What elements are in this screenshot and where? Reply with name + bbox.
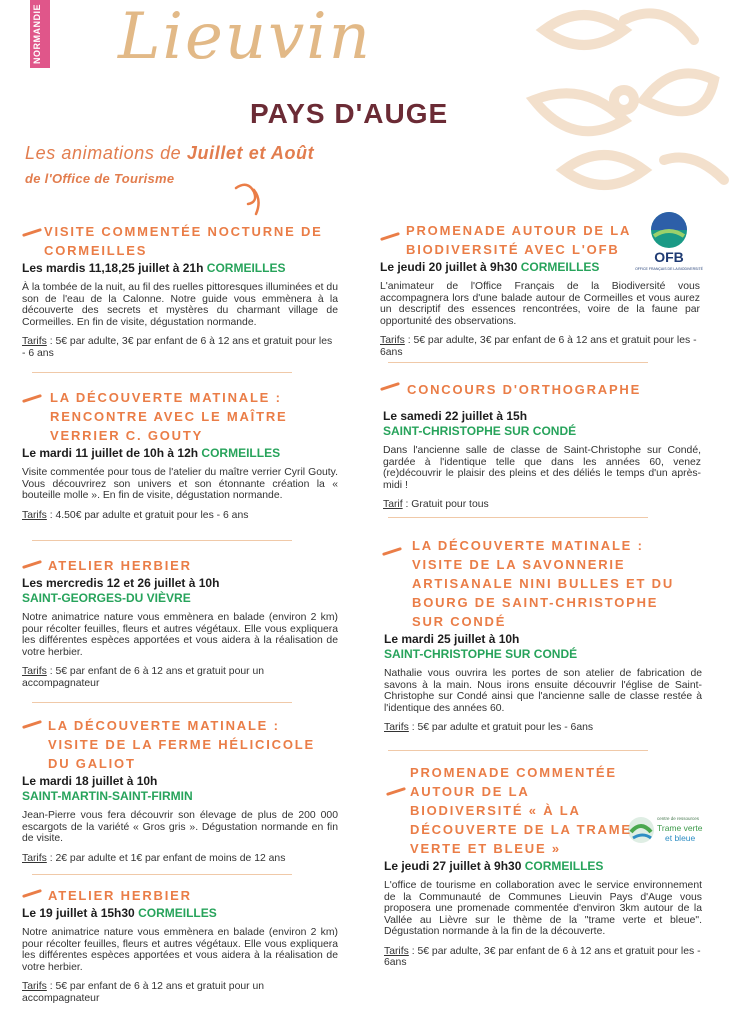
ofb-text: OFB: [654, 249, 684, 265]
normandie-badge: NORMANDIE: [30, 0, 50, 68]
event-description: L'office de tourisme en collaboration avec le service environnement de la Communauté de Communes Lieuvin Pays d'Auge vous proposera une promenade commentée d'environ 3km autour de la Vallée au Lièvre sur le thème de la "trame verte et bleue". Dégustation normande à la fin de la découverte.: [384, 880, 702, 937]
divider: [32, 540, 292, 541]
region-title: PAYS D'AUGE: [250, 98, 449, 129]
event-card: [22, 222, 338, 359]
event-card: [383, 380, 701, 511]
event-card: [22, 556, 338, 689]
lieuvin-logo: Lieuvin: [118, 0, 372, 74]
event-tarif: Tarifs : 5€ par enfant de 6 à 12 ans et gratuit pour un accompagnateur: [22, 981, 265, 1004]
divider: [388, 750, 648, 751]
event-description: Dans l'ancienne salle de classe de Saint-Christophe sur Condé, gardée à l'identique telle que dans les années 60, venez (re)découvrir le plaisir des pleins et des déliés le temps d'un après-midi !: [383, 445, 701, 491]
event-title: LA DÉCOUVERTE MATINALE : RENCONTRE AVEC LE MAÎTRE VERRIER C. GOUTY: [50, 390, 288, 443]
divider: [388, 362, 648, 363]
event-title: LA DÉCOUVERTE MATINALE : VISITE DE LA FERME HÉLICICOLE DU GALIOT: [48, 718, 315, 771]
event-tarif: Tarifs : 4.50€ par adulte et gratuit pour les - 6 ans: [22, 509, 249, 521]
event-card: [384, 763, 702, 969]
event-date: Le mardi 11 juillet de 10h à 12h CORMEILLES: [22, 446, 281, 460]
event-date: Le mardi 18 juillet à 10h SAINT-MARTIN-SAINT-FIRMIN: [22, 774, 193, 803]
divider: [32, 372, 292, 373]
event-description: Visite commentée pour tous de l'atelier du maître verrier Cyril Gouty. Vous découvrirez son univers et son étonnante création la « bouteille molle ». En fin de visite, dégustation normande.: [22, 467, 338, 501]
event-title: ATELIER HERBIER: [48, 558, 192, 573]
event-date: Le 19 juillet à 15h30 CORMEILLES: [22, 906, 217, 920]
subtitle: Les animations de Juillet et Août: [25, 143, 315, 163]
event-description: L'animateur de l'Office Français de la Biodiversité vous accompagnera lors d'une balade autour de Cormeilles et vous aurez un descriptif des essences rencontrées, voire de la faune par opportunité des observations.: [380, 281, 700, 327]
tvb-line2: Trame verte: [657, 823, 703, 833]
ofb-caption: OFFICE FRANÇAIS DE LA BIODIVERSITÉ: [635, 267, 703, 271]
divider: [388, 517, 648, 518]
event-date: Le jeudi 27 juillet à 9h30 CORMEILLES: [384, 859, 604, 873]
event-card: [380, 221, 700, 358]
event-date: Le samedi 22 juillet à 15h SAINT-CHRISTOPHE SUR CONDÉ: [383, 409, 577, 438]
divider: [32, 702, 292, 703]
swirl-icon: [232, 178, 272, 218]
event-title: PROMENADE COMMENTÉE AUTOUR DE LA BIODIVERSITÉ « À LA DÉCOUVERTE DE LA TRAME VERTE ET BLEUE »: [410, 765, 632, 856]
event-title: VISITE COMMENTÉE NOCTURNE DE CORMEILLES: [44, 224, 323, 258]
tvb-line1: centre de ressources: [657, 816, 700, 821]
event-card: [384, 536, 702, 734]
event-title: CONCOURS D'ORTHOGRAPHE: [407, 382, 642, 397]
event-tarif: Tarifs : 5€ par adulte, 3€ par enfant de 6 à 12 ans et gratuit pour les - 6 ans: [22, 336, 333, 359]
event-date: Le jeudi 20 juillet à 9h30 CORMEILLES: [380, 260, 600, 274]
event-title: PROMENADE AUTOUR DE LA BIODIVERSITÉ AVEC L'OFB: [406, 223, 631, 257]
event-card: [22, 388, 338, 521]
event-title: ATELIER HERBIER: [48, 888, 192, 903]
event-tarif: Tarifs : 5€ par enfant de 6 à 12 ans et gratuit pour un accompagnateur: [22, 666, 265, 689]
event-tarif: Tarifs : 5€ par adulte et gratuit pour les - 6ans: [384, 722, 594, 733]
event-description: Notre animatrice nature vous emmènera en balade (environ 2 km) pour récolter feuilles, fleurs et autres végétaux. Elle vous expliquera les différentes espèces apportées et vous aidera à la réalisation de votre herbier.: [22, 927, 338, 973]
subtitle-line2: de l'Office de Tourisme: [25, 171, 175, 186]
event-date: Les mardis 11,18,25 juillet à 21h CORMEILLES: [22, 261, 286, 275]
event-tarif: Tarifs : 5€ par adulte, 3€ par enfant de 6 à 12 ans et gratuit pour les - 6ans: [380, 335, 697, 358]
event-date: Le mardi 25 juillet à 10h SAINT-CHRISTOPHE SUR CONDÉ: [384, 632, 578, 661]
event-description: Jean-Pierre vous fera découvrir son élevage de plus de 200 000 escargots de la variété « Gros gris ». Dégustation normande en fin de visite.: [22, 810, 338, 844]
tvb-line3: et bleue: [665, 833, 696, 843]
event-description: Notre animatrice nature vous emmènera en balade (environ 2 km) pour récolter feuilles, fleurs et autres végétaux. Elle vous expliquera les différentes espèces apportées et vous aidera à la réalisation de votre herbier.: [22, 612, 338, 658]
event-tarif: Tarif : Gratuit pour tous: [383, 499, 489, 510]
event-card: [22, 716, 338, 864]
event-tarif: Tarifs : 5€ par adulte, 3€ par enfant de 6 à 12 ans et gratuit pour les - 6ans: [384, 945, 701, 968]
event-card: [22, 886, 338, 1004]
event-title: LA DÉCOUVERTE MATINALE : VISITE DE LA SAVONNERIE ARTISANALE NINI BULLES ET DU BOURG DE SAINT-CHRISTOPHE SUR CONDÉ: [412, 538, 675, 629]
event-date: Les mercredis 12 et 26 juillet à 10h SAINT-GEORGES-DU VIÈVRE: [22, 576, 220, 605]
event-tarif: Tarifs : 2€ par adulte et 1€ par enfant de moins de 12 ans: [22, 852, 286, 864]
event-description: À la tombée de la nuit, au fil des ruelles pittoresques illuminées et du son de l'eau de la Calonne. Notre guide vous emmènera à la découverte des secrets et mystères du charmant village de Cormeilles. En fin de visite, dégustation normande.: [22, 282, 338, 328]
flower-decoration-icon: [504, 0, 734, 220]
event-description: Nathalie vous ouvrira les portes de son atelier de fabrication de savons à la main. Nous irons ensuite découvrir l'église de Saint-Christophe sur Condé ainsi que l'ancienne salle de classe restée à l'identique des années 60.: [384, 668, 702, 714]
divider: [32, 874, 292, 875]
